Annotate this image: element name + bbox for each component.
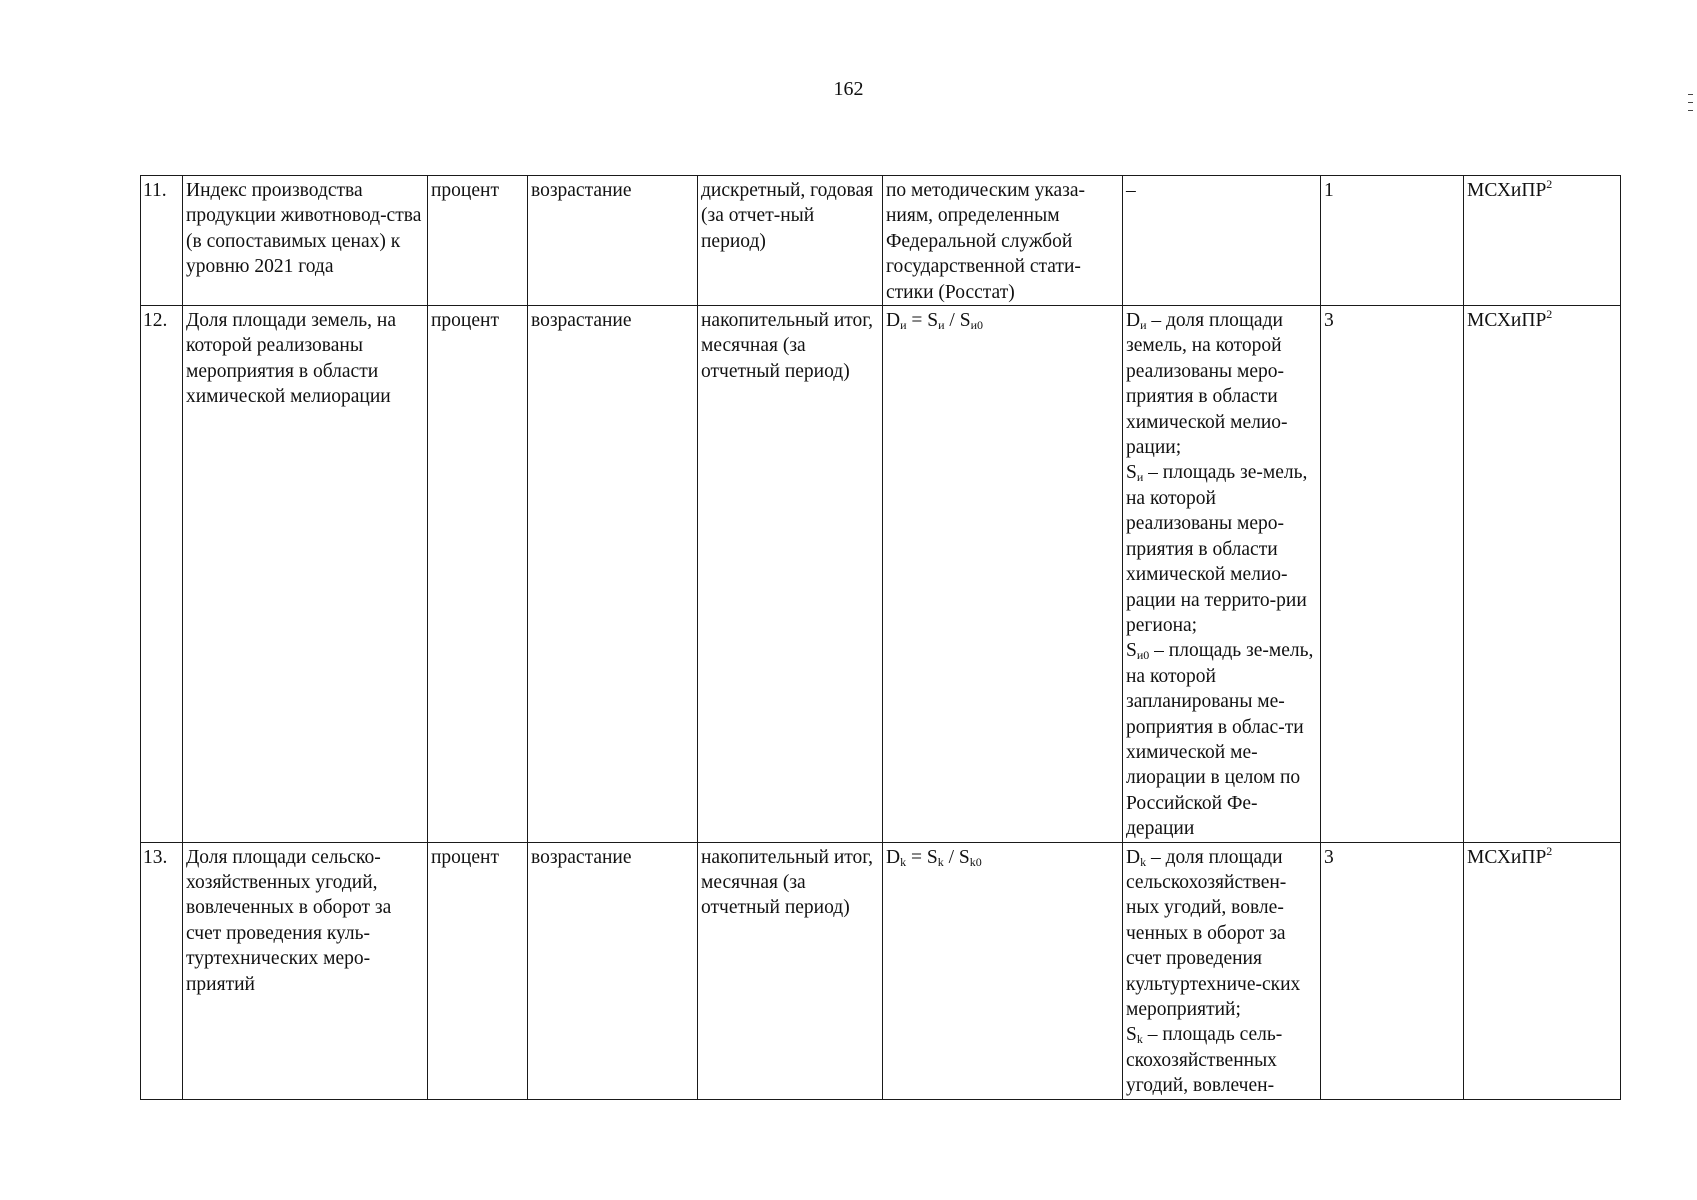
unit-cell: процент bbox=[428, 842, 528, 1099]
formula-lhs: D bbox=[886, 310, 901, 332]
legend-text: – площадь зе-мель, на которой реализованы меро-приятия в области химической мелио-рации на террито-рии региона; bbox=[1126, 462, 1308, 636]
indicator-table bbox=[140, 175, 1621, 1100]
table-row bbox=[141, 306, 1621, 843]
indicator-type-cell: накопительный итог, месячная (за отчетный период) bbox=[698, 842, 883, 1099]
table-row bbox=[141, 842, 1621, 1099]
formula-lhs-sub: k bbox=[900, 854, 907, 869]
agency-cell bbox=[1464, 306, 1621, 843]
formula-denominator: S bbox=[959, 310, 971, 332]
code-cell: 3 bbox=[1321, 842, 1464, 1099]
formula-cell bbox=[883, 306, 1123, 843]
formula-cell bbox=[883, 842, 1123, 1099]
row-number: 11. bbox=[141, 176, 183, 306]
margin-mark bbox=[1688, 94, 1693, 95]
code-cell: 3 bbox=[1321, 306, 1464, 843]
formula-eq: = bbox=[906, 846, 927, 868]
indicator-name: Индекс производства продукции животновод-ства (в сопоставимых ценах) к уровню 2021 года bbox=[183, 176, 428, 306]
legend-symbol-sub: k bbox=[1136, 1032, 1143, 1047]
legend-symbol-sub: и bbox=[1140, 318, 1147, 333]
page-number: 162 bbox=[833, 78, 864, 100]
legend-symbol: S bbox=[1126, 640, 1137, 662]
row-number: 12. bbox=[141, 306, 183, 843]
formula-lhs-sub: и bbox=[900, 318, 907, 333]
code-cell: 1 bbox=[1321, 176, 1464, 306]
margin-mark bbox=[1688, 102, 1693, 103]
indicator-type-cell: накопительный итог, месячная (за отчетный период) bbox=[698, 306, 883, 843]
legend-text: – площадь зе-мель, на которой запланированы ме-роприятия в облас-ти химической ме-лиорации в целом по Российской Фе-дерации bbox=[1126, 640, 1314, 840]
margin-mark bbox=[1688, 110, 1693, 111]
formula-numerator: S bbox=[927, 310, 939, 332]
formula-div: / bbox=[944, 310, 960, 332]
legend-symbol: S bbox=[1126, 462, 1137, 484]
trend-cell: возрастание bbox=[528, 306, 698, 843]
legend-symbol-sub: и bbox=[1136, 470, 1144, 485]
agency-cell bbox=[1464, 842, 1621, 1099]
legend-text: – доля площади земель, на которой реализованы меро-приятия в области химической мелио-рации; bbox=[1126, 310, 1288, 459]
agency-footnote: 2 bbox=[1546, 307, 1553, 322]
legend-cell bbox=[1123, 306, 1321, 843]
method-cell: по методическим указа-ниям, определенным Федеральной службой государственной стати-стики (Росстат) bbox=[883, 176, 1123, 306]
trend-cell: возрастание bbox=[528, 176, 698, 306]
unit-cell: процент bbox=[428, 176, 528, 306]
legend-symbol: D bbox=[1126, 310, 1141, 332]
formula-numerator-sub: k bbox=[937, 854, 944, 869]
legend-text: – площадь сель-скохозяйственных угодий, вовлечен- bbox=[1126, 1024, 1283, 1097]
legend-symbol: S bbox=[1126, 1024, 1137, 1046]
legend-text: – доля площади сельскохозяйствен-ных угодий, вовле-ченных в оборот за счет проведения культуртехниче-ских мероприятий; bbox=[1126, 846, 1301, 1020]
agency-name: МСХиПР bbox=[1467, 310, 1547, 332]
indicator-name: Доля площади земель, на которой реализованы мероприятия в области химической мелиорации bbox=[183, 306, 428, 843]
legend-cell: – bbox=[1123, 176, 1321, 306]
table-row bbox=[141, 176, 1621, 306]
formula-numerator: S bbox=[926, 846, 938, 868]
formula-div: / bbox=[943, 846, 959, 868]
formula-denominator-sub: и0 bbox=[970, 318, 983, 333]
legend-symbol: D bbox=[1126, 846, 1141, 868]
formula-numerator-sub: и bbox=[938, 318, 945, 333]
agency-footnote: 2 bbox=[1546, 843, 1553, 858]
agency-name: МСХиПР bbox=[1467, 846, 1547, 868]
trend-cell: возрастание bbox=[528, 842, 698, 1099]
row-number: 13. bbox=[141, 842, 183, 1099]
agency-footnote: 2 bbox=[1546, 177, 1553, 191]
agency-name: МСХиПР bbox=[1467, 180, 1547, 201]
indicator-name: Доля площади сельско-хозяйственных угодий, вовлеченных в оборот за счет проведения куль-туртехнических меро-приятий bbox=[183, 842, 428, 1099]
legend-symbol-sub: k bbox=[1140, 854, 1147, 869]
formula-eq: = bbox=[906, 310, 928, 332]
formula-denominator-sub: k0 bbox=[969, 854, 982, 869]
legend-symbol-sub: и0 bbox=[1136, 648, 1150, 663]
unit-cell: процент bbox=[428, 306, 528, 843]
formula-denominator: S bbox=[958, 846, 970, 868]
indicator-type-cell: дискретный, годовая (за отчет-ный период) bbox=[698, 176, 883, 306]
agency-cell bbox=[1464, 176, 1621, 306]
formula-lhs: D bbox=[886, 846, 901, 868]
legend-cell bbox=[1123, 842, 1321, 1099]
